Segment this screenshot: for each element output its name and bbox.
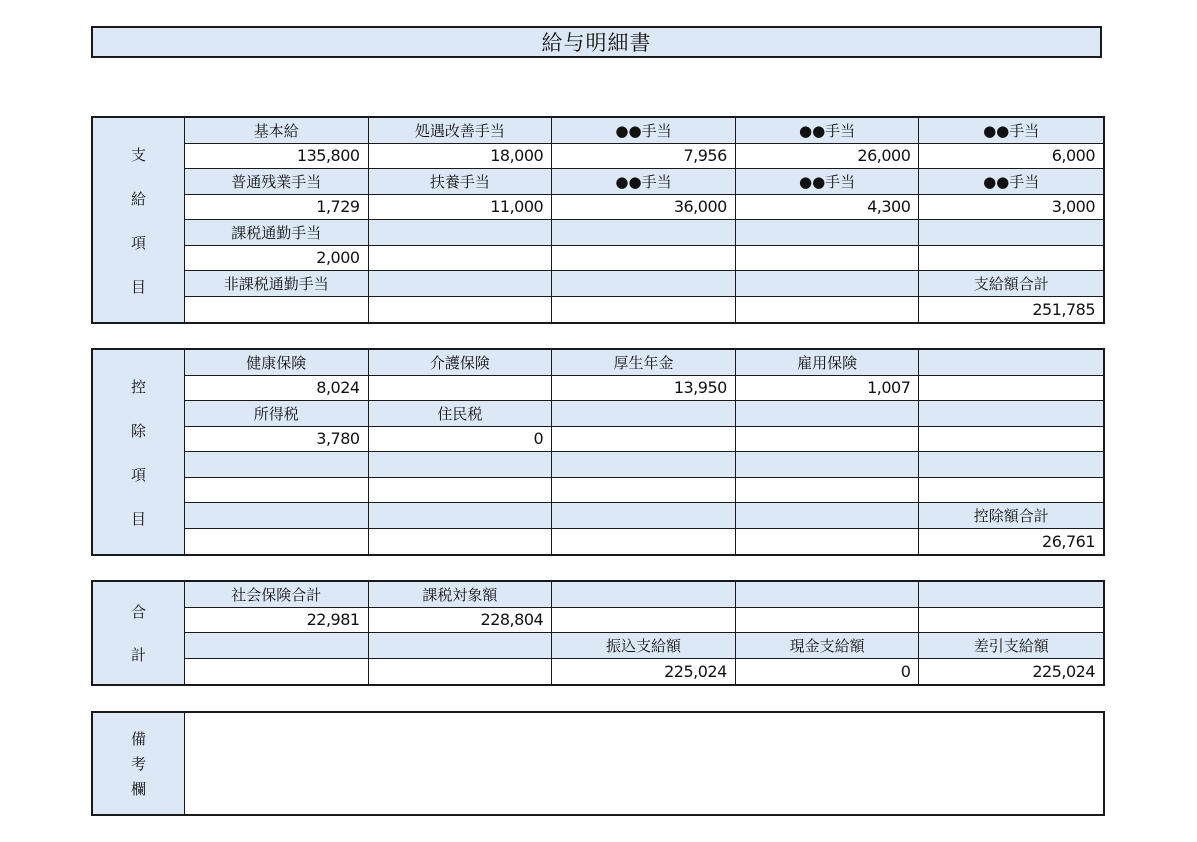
item-label: ●●手当	[919, 118, 1103, 144]
side-char: 給	[130, 189, 146, 208]
empty-value-cell	[552, 608, 736, 634]
item-label: 雇用保険	[736, 350, 920, 376]
item-label: 所得税	[185, 401, 369, 427]
deductions-section	[91, 348, 1105, 556]
side-char: 除	[130, 421, 146, 440]
empty-label-cell	[185, 452, 369, 478]
item-value: 3,000	[919, 195, 1103, 221]
item-label: 課税通勤手当	[185, 220, 369, 246]
item-value: 225,024	[919, 659, 1103, 685]
item-label: 振込支給額	[552, 633, 736, 659]
item-label: ●●手当	[552, 118, 736, 144]
item-value: 251,785	[919, 297, 1103, 323]
empty-label-cell	[736, 582, 920, 608]
totals-grid	[185, 582, 1103, 684]
item-label: ●●手当	[552, 169, 736, 195]
item-value: 13,950	[552, 376, 736, 402]
payments-side-label	[93, 118, 185, 322]
empty-label-cell	[185, 503, 369, 529]
item-value: 0	[736, 659, 920, 685]
title-text: 給与明細書	[541, 31, 652, 55]
item-label: 扶養手当	[369, 169, 553, 195]
side-char: 控	[130, 377, 146, 396]
totals-section	[91, 580, 1105, 686]
totals-side-label	[93, 582, 185, 684]
empty-value-cell	[369, 246, 553, 272]
empty-label-cell	[736, 271, 920, 297]
empty-value-cell	[185, 659, 369, 685]
empty-value-cell	[369, 297, 553, 323]
side-char: 目	[130, 277, 146, 296]
side-char: 項	[130, 465, 146, 484]
empty-label-cell	[919, 452, 1103, 478]
item-value: 22,981	[185, 608, 369, 634]
empty-value-cell	[369, 376, 553, 402]
side-char: 備	[130, 730, 146, 748]
empty-value-cell	[736, 427, 920, 453]
item-value: 18,000	[369, 144, 553, 170]
empty-label-cell	[369, 271, 553, 297]
empty-label-cell	[736, 220, 920, 246]
empty-value-cell	[369, 659, 553, 685]
empty-label-cell	[919, 220, 1103, 246]
empty-label-cell	[185, 633, 369, 659]
empty-label-cell	[552, 220, 736, 246]
empty-value-cell	[369, 478, 553, 504]
notes-side-label	[93, 713, 185, 814]
empty-label-cell	[369, 633, 553, 659]
item-value: 3,780	[185, 427, 369, 453]
empty-value-cell	[736, 478, 920, 504]
side-char: 計	[130, 646, 146, 664]
item-label: 現金支給額	[736, 633, 920, 659]
empty-label-cell	[919, 582, 1103, 608]
empty-value-cell	[552, 297, 736, 323]
side-char: 支	[130, 145, 146, 164]
item-value: 1,007	[736, 376, 920, 402]
item-label: 課税対象額	[369, 582, 553, 608]
empty-value-cell	[185, 297, 369, 323]
item-label: 支給額合計	[919, 271, 1103, 297]
empty-label-cell	[919, 401, 1103, 427]
item-value: 0	[369, 427, 553, 453]
empty-value-cell	[552, 478, 736, 504]
empty-value-cell	[552, 427, 736, 453]
item-label: 差引支給額	[919, 633, 1103, 659]
empty-label-cell	[552, 452, 736, 478]
item-label: 社会保険合計	[185, 582, 369, 608]
empty-value-cell	[919, 478, 1103, 504]
item-value: 26,000	[736, 144, 920, 170]
empty-value-cell	[919, 608, 1103, 634]
item-label: ●●手当	[736, 118, 920, 144]
empty-value-cell	[919, 246, 1103, 272]
item-value: 36,000	[552, 195, 736, 221]
empty-label-cell	[552, 271, 736, 297]
empty-label-cell	[552, 503, 736, 529]
item-value: 11,000	[369, 195, 553, 221]
item-value: 228,804	[369, 608, 553, 634]
empty-label-cell	[736, 452, 920, 478]
item-label: ●●手当	[919, 169, 1103, 195]
item-value: 7,956	[552, 144, 736, 170]
side-char: 目	[130, 509, 146, 528]
item-label: 介護保険	[369, 350, 553, 376]
empty-value-cell	[919, 427, 1103, 453]
empty-label-cell	[552, 582, 736, 608]
side-char: 欄	[130, 780, 146, 798]
notes-section	[91, 711, 1105, 816]
document-title	[91, 26, 1102, 58]
item-label: 健康保険	[185, 350, 369, 376]
payments-section	[91, 116, 1105, 324]
empty-value-cell	[552, 529, 736, 555]
notes-area[interactable]	[185, 713, 1103, 814]
item-value: 225,024	[552, 659, 736, 685]
empty-value-cell	[552, 246, 736, 272]
payments-grid	[185, 118, 1103, 322]
empty-value-cell	[736, 297, 920, 323]
item-label: 厚生年金	[552, 350, 736, 376]
item-label: ●●手当	[736, 169, 920, 195]
empty-label-cell	[919, 350, 1103, 376]
item-label: 処遇改善手当	[369, 118, 553, 144]
empty-label-cell	[369, 220, 553, 246]
empty-label-cell	[736, 401, 920, 427]
item-value: 2,000	[185, 246, 369, 272]
item-label: 非課税通勤手当	[185, 271, 369, 297]
empty-label-cell	[369, 452, 553, 478]
empty-value-cell	[736, 608, 920, 634]
empty-value-cell	[185, 529, 369, 555]
empty-value-cell	[736, 529, 920, 555]
empty-value-cell	[919, 376, 1103, 402]
empty-label-cell	[369, 503, 553, 529]
empty-label-cell	[736, 503, 920, 529]
side-char: 項	[130, 233, 146, 252]
empty-value-cell	[185, 478, 369, 504]
item-value: 4,300	[736, 195, 920, 221]
deductions-side-label	[93, 350, 185, 554]
deductions-grid	[185, 350, 1103, 554]
item-value: 6,000	[919, 144, 1103, 170]
item-value: 1,729	[185, 195, 369, 221]
empty-label-cell	[552, 401, 736, 427]
item-value: 8,024	[185, 376, 369, 402]
item-label: 普通残業手当	[185, 169, 369, 195]
empty-value-cell	[369, 529, 553, 555]
item-label: 基本給	[185, 118, 369, 144]
side-char: 合	[130, 603, 146, 621]
item-value: 135,800	[185, 144, 369, 170]
item-label: 控除額合計	[919, 503, 1103, 529]
item-value: 26,761	[919, 529, 1103, 555]
item-label: 住民税	[369, 401, 553, 427]
empty-value-cell	[736, 246, 920, 272]
side-char: 考	[130, 755, 146, 773]
